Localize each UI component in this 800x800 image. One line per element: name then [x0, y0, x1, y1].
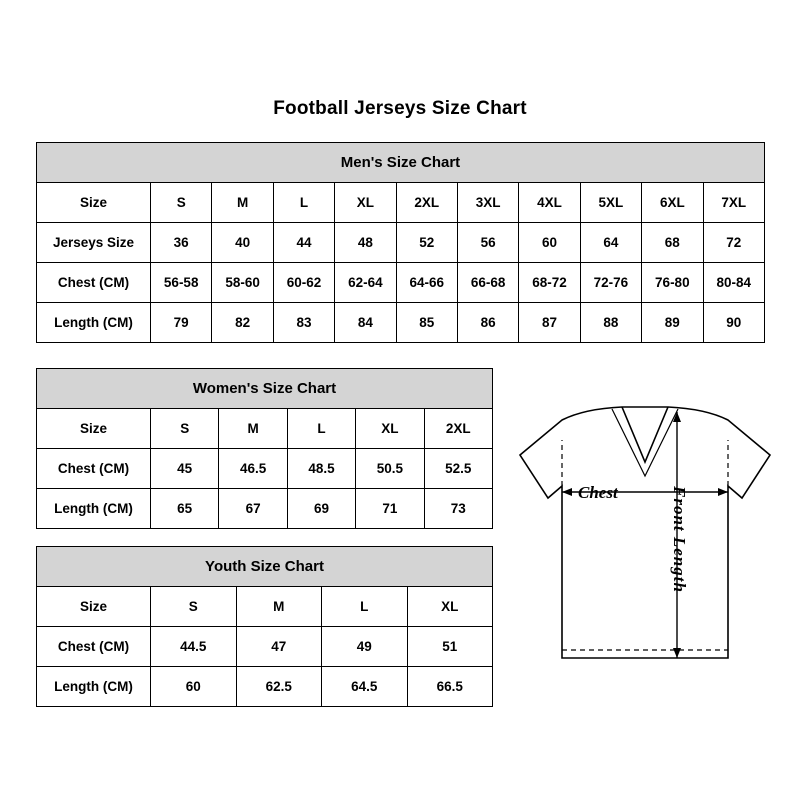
mens-col-header: L	[273, 183, 334, 223]
front-length-measure-label: Front Length	[670, 486, 689, 593]
womens-col-header: 2XL	[424, 409, 492, 449]
youth-cell: 60	[151, 667, 237, 707]
table-row	[37, 667, 493, 707]
mens-cell: 83	[273, 303, 334, 343]
jersey-vneck-inner	[612, 409, 678, 476]
youth-cell: 66.5	[407, 667, 493, 707]
youth-cell: 64.5	[322, 667, 408, 707]
youth-col-header: XL	[407, 587, 493, 627]
mens-cell: 48	[335, 223, 396, 263]
mens-cell: 90	[703, 303, 764, 343]
mens-cell: 62-64	[335, 263, 396, 303]
mens-table-caption: Men's Size Chart	[36, 142, 765, 182]
youth-cell: 62.5	[236, 667, 322, 707]
womens-col-header: M	[219, 409, 287, 449]
youth-table-caption: Youth Size Chart	[36, 546, 493, 586]
chest-arrow-right	[718, 488, 728, 496]
mens-cell: 80-84	[703, 263, 764, 303]
chest-arrow-left	[562, 488, 572, 496]
jersey-body-outline	[520, 407, 770, 658]
mens-cell: 82	[212, 303, 273, 343]
mens-col-header: XL	[335, 183, 396, 223]
womens-cell: 45	[151, 449, 219, 489]
mens-col-header: 7XL	[703, 183, 764, 223]
table-row	[37, 627, 493, 667]
womens-table-caption: Women's Size Chart	[36, 368, 493, 408]
mens-col-header: M	[212, 183, 273, 223]
mens-cell: 64	[580, 223, 641, 263]
jersey-outline-svg	[500, 400, 790, 700]
mens-col-header: 3XL	[457, 183, 518, 223]
table-row	[37, 449, 493, 489]
page-title: Football Jerseys Size Chart	[273, 98, 527, 119]
womens-col-header: L	[287, 409, 355, 449]
youth-col-header: L	[322, 587, 408, 627]
mens-cell: 86	[457, 303, 518, 343]
mens-cell: 36	[151, 223, 212, 263]
table-row	[37, 587, 493, 627]
mens-cell: 89	[642, 303, 703, 343]
youth-cell: 49	[322, 627, 408, 667]
womens-cell: 46.5	[219, 449, 287, 489]
mens-cell: 87	[519, 303, 580, 343]
youth-cell: 44.5	[151, 627, 237, 667]
womens-row-label: Chest (CM)	[37, 449, 151, 489]
mens-col-header: 6XL	[642, 183, 703, 223]
youth-size-table	[36, 546, 493, 707]
mens-col-header: 2XL	[396, 183, 457, 223]
womens-col-header: S	[151, 409, 219, 449]
mens-cell: 72-76	[580, 263, 641, 303]
mens-cell: 68-72	[519, 263, 580, 303]
mens-size-chart-wrapper	[36, 142, 764, 343]
mens-cell: 64-66	[396, 263, 457, 303]
mens-row-label: Jerseys Size	[37, 223, 151, 263]
mens-col-header: S	[151, 183, 212, 223]
womens-row-label: Length (CM)	[37, 489, 151, 529]
mens-cell: 40	[212, 223, 273, 263]
mens-cell: 66-68	[457, 263, 518, 303]
mens-cell: 58-60	[212, 263, 273, 303]
womens-cell: 48.5	[287, 449, 355, 489]
mens-row-label: Length (CM)	[37, 303, 151, 343]
mens-row-label: Chest (CM)	[37, 263, 151, 303]
youth-cell: 51	[407, 627, 493, 667]
table-row	[37, 263, 765, 303]
table-row	[37, 489, 493, 529]
womens-col-header: XL	[356, 409, 424, 449]
mens-cell: 79	[151, 303, 212, 343]
youth-size-chart-wrapper	[36, 546, 492, 707]
womens-size-table	[36, 368, 493, 529]
mens-cell: 60-62	[273, 263, 334, 303]
mens-row-label-header: Size	[37, 183, 151, 223]
mens-cell: 88	[580, 303, 641, 343]
youth-col-header: S	[151, 587, 237, 627]
womens-cell: 73	[424, 489, 492, 529]
womens-cell: 52.5	[424, 449, 492, 489]
youth-cell: 47	[236, 627, 322, 667]
womens-cell: 65	[151, 489, 219, 529]
mens-cell: 52	[396, 223, 457, 263]
mens-cell: 72	[703, 223, 764, 263]
chest-measure-label: Chest	[578, 483, 618, 502]
mens-cell: 56	[457, 223, 518, 263]
mens-col-header: 4XL	[519, 183, 580, 223]
mens-cell: 85	[396, 303, 457, 343]
youth-row-label: Length (CM)	[37, 667, 151, 707]
mens-col-header: 5XL	[580, 183, 641, 223]
table-row	[37, 183, 765, 223]
jersey-vneck-outline	[622, 407, 668, 462]
mens-cell: 60	[519, 223, 580, 263]
mens-cell: 76-80	[642, 263, 703, 303]
table-row	[37, 223, 765, 263]
womens-cell: 67	[219, 489, 287, 529]
table-row	[37, 303, 765, 343]
mens-cell: 68	[642, 223, 703, 263]
mens-cell: 44	[273, 223, 334, 263]
jersey-measurement-diagram	[500, 400, 790, 700]
youth-col-header: M	[236, 587, 322, 627]
mens-cell: 84	[335, 303, 396, 343]
womens-row-label-header: Size	[37, 409, 151, 449]
table-row	[37, 409, 493, 449]
youth-row-label-header: Size	[37, 587, 151, 627]
womens-size-chart-wrapper	[36, 368, 492, 529]
womens-cell: 71	[356, 489, 424, 529]
womens-cell: 69	[287, 489, 355, 529]
womens-cell: 50.5	[356, 449, 424, 489]
mens-size-table	[36, 142, 765, 343]
mens-cell: 56-58	[151, 263, 212, 303]
youth-row-label: Chest (CM)	[37, 627, 151, 667]
